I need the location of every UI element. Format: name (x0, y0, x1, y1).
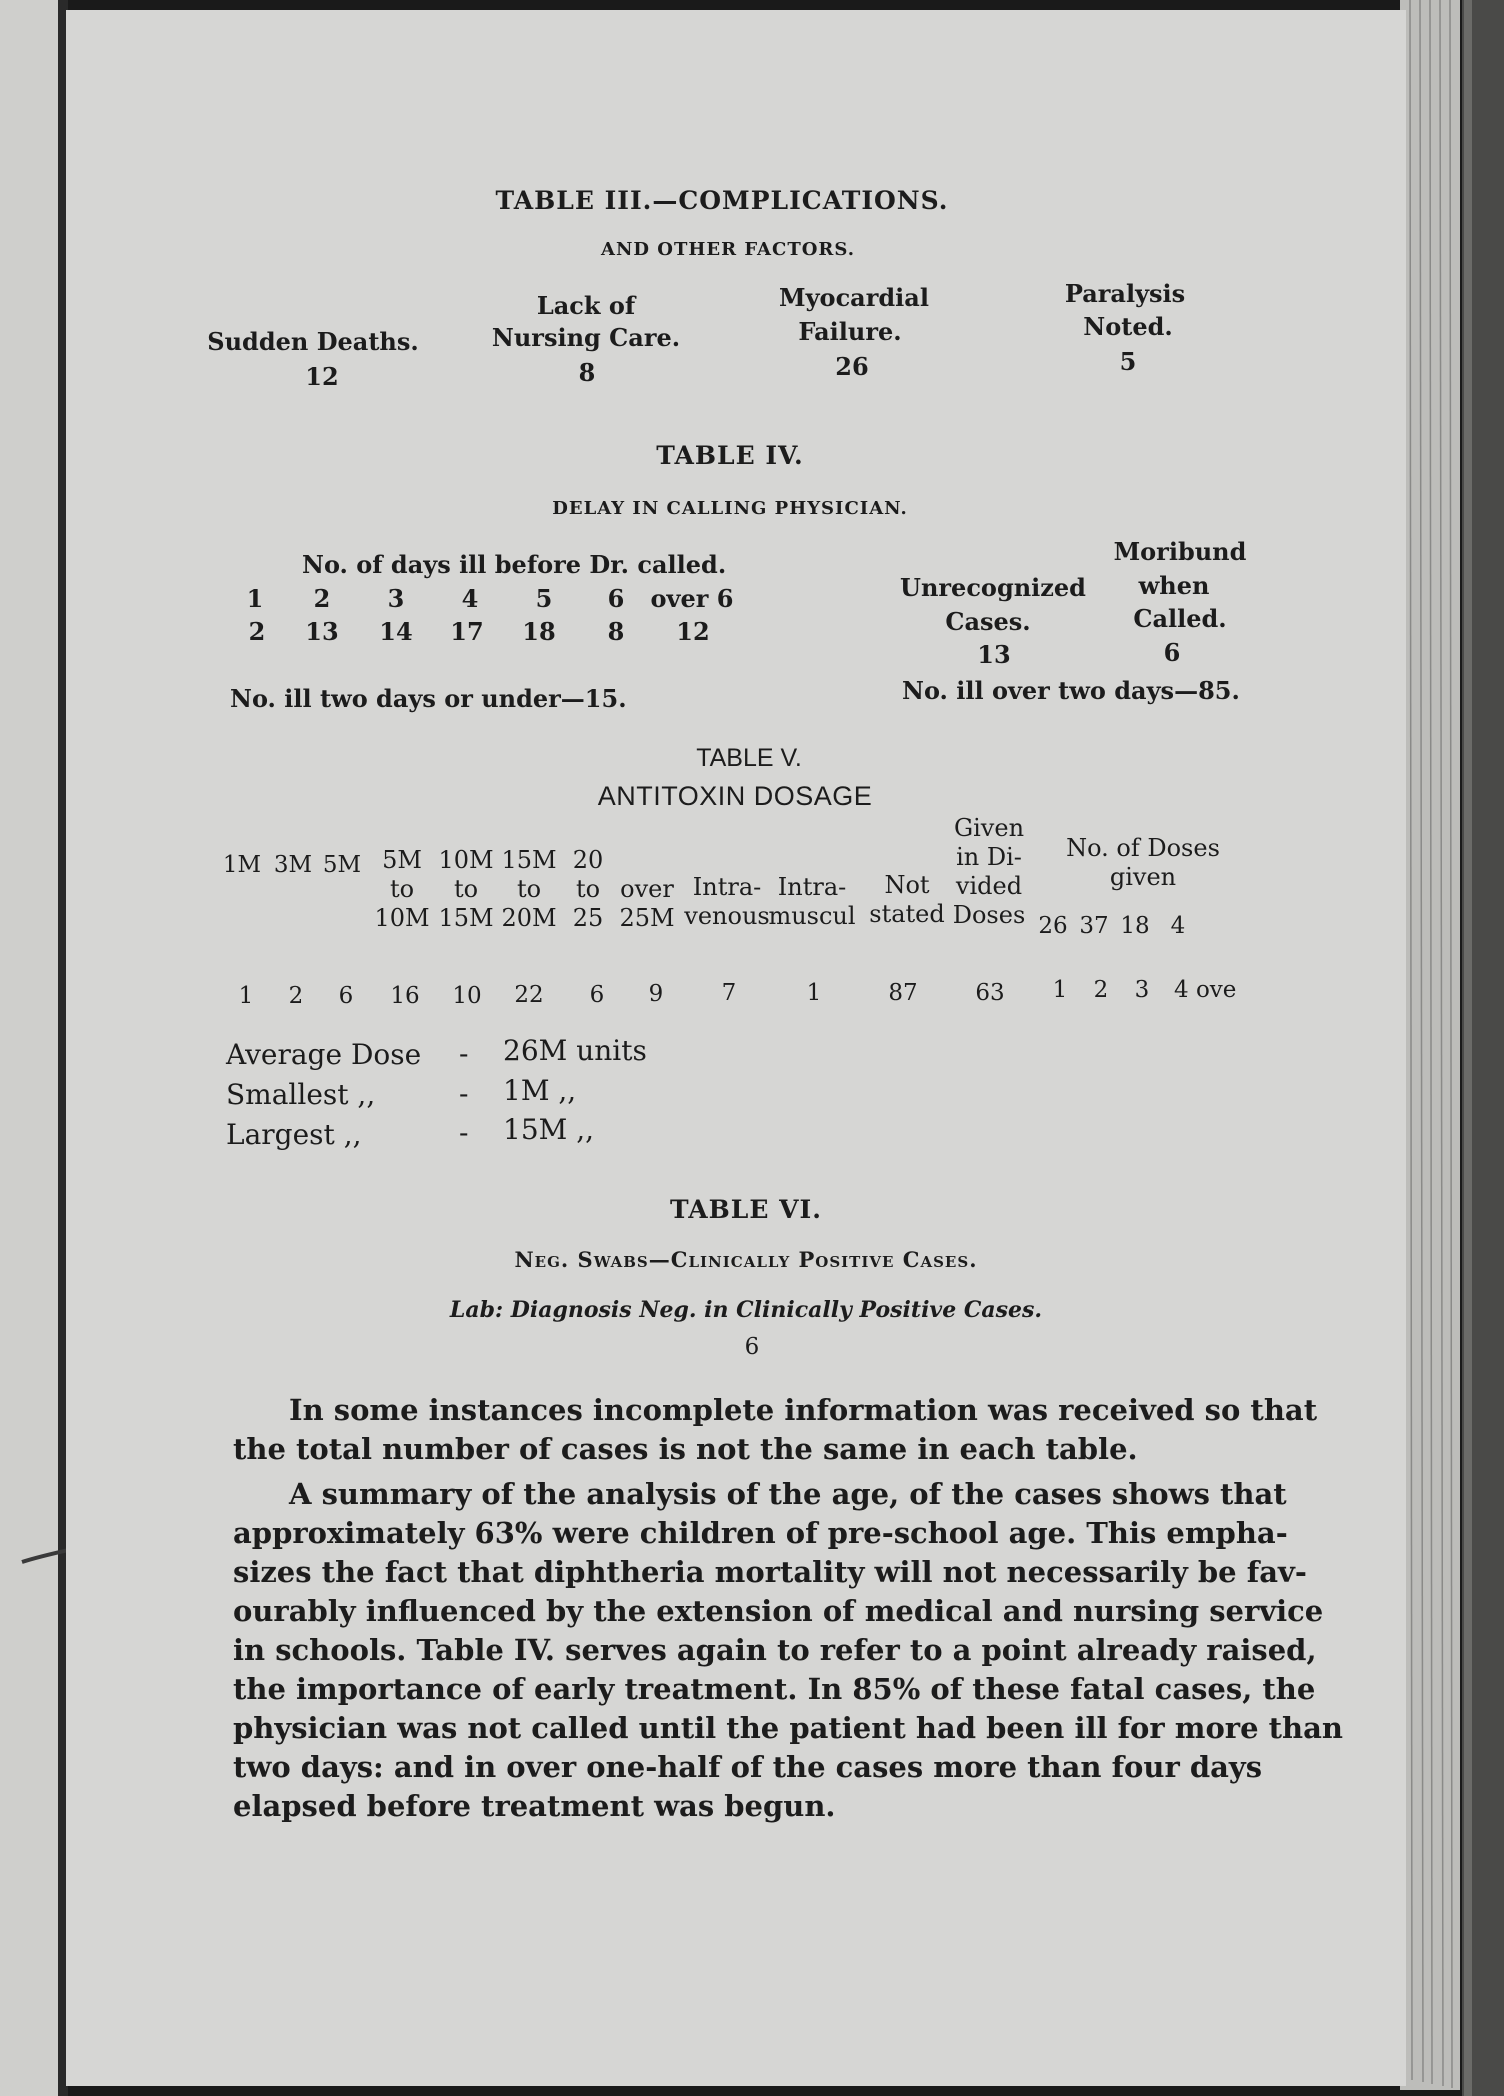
table4-unrecognized-label-1: Unrecognized (900, 573, 1086, 602)
table5-col-15m-20m: 15M to 20M (501, 846, 557, 932)
table3-nursing-label-1: Lack of (536, 291, 636, 320)
table3-sudden-label: Sudden Deaths. (207, 327, 419, 356)
table5-value: 6 (589, 982, 605, 1008)
table5-summary-value: 1M ,, (503, 1074, 577, 1107)
paragraph-2-line: approximately 63% were children of pre-school age. This empha- (233, 1516, 1288, 1550)
table4-day: 5 (535, 584, 553, 613)
table5-summary-dash: - (459, 1077, 469, 1110)
table4-count: 2 (248, 617, 266, 646)
table5-value: 16 (390, 983, 420, 1009)
table5-value: 2 (288, 983, 304, 1009)
paragraph-1-line: the total number of cases is not the same in each table. (233, 1432, 1138, 1466)
left-page-edge (0, 0, 60, 2096)
table4-moribund-label-3: Called. (1133, 604, 1227, 633)
table5-doses-count: 18 (1120, 913, 1150, 939)
table3-sudden-value: 12 (305, 362, 339, 391)
table5-col-1m: 1M (222, 852, 262, 878)
table3-nursing-value: 8 (578, 358, 596, 387)
paragraph-2-line: A summary of the analysis of the age, of the cases shows that (289, 1477, 1287, 1511)
table5-doses-count: 37 (1079, 913, 1109, 939)
table6-value: 6 (744, 1334, 760, 1360)
paragraph-2-line: the importance of early treatment. In 85% of these fatal cases, the (233, 1672, 1316, 1706)
table5-value: 1 (238, 983, 254, 1009)
table4-count: 18 (522, 617, 556, 646)
table3-myocardial-value: 26 (835, 352, 869, 381)
table5-col-over-25m: over 25M (619, 875, 675, 932)
table5-col-10m-15m: 10M to 15M (438, 846, 494, 932)
table4-count: 8 (607, 617, 625, 646)
table5-doses-header: No. of Doses given (1066, 834, 1220, 891)
paragraph-2-line: sizes the fact that diphtheria mortality will not necessarily be fav- (233, 1555, 1307, 1589)
table4-day: 6 (607, 584, 625, 613)
table4-moribund-label-2: when (1138, 571, 1210, 600)
table5-col-intramuscul: Intra- muscul (768, 873, 856, 930)
table5-summary-value: 26M units (503, 1034, 647, 1067)
table4-days-header: No. of days ill before Dr. called. (302, 550, 727, 579)
table5-value: 22 (514, 982, 544, 1008)
table5-subtitle: ANTITOXIN DOSAGE (597, 781, 873, 811)
table4-count: 12 (676, 617, 710, 646)
paragraph-1 (233, 1391, 1317, 1469)
table5-summary-dash: - (459, 1116, 469, 1149)
table4-title: TABLE IV. (656, 441, 804, 470)
table4-subtitle: DELAY IN CALLING PHYSICIAN. (552, 498, 908, 519)
table4-moribund-label-1: Moribund (1113, 537, 1247, 566)
table5-col-not-stated: Not stated (869, 871, 945, 928)
paragraph-2-line: ourably influenced by the extension of medical and nursing service (233, 1594, 1324, 1628)
table4-count: 14 (379, 617, 413, 646)
table5-col-20-25: 20 to 25 (572, 846, 604, 932)
table5-col-3m: 3M (273, 852, 313, 878)
table3-myocardial-label-1: Myocardial (779, 283, 929, 312)
table5-col-intravenous: Intra- venous (684, 873, 770, 930)
table5-doses-number: 1 (1052, 977, 1068, 1003)
table5-doses-count: 26 (1038, 913, 1068, 939)
paragraph-2-line: physician was not called until the patient had been ill for more than (233, 1711, 1343, 1745)
table5-doses-count: 4 (1170, 913, 1186, 939)
table3-title: TABLE III.—COMPLICATIONS. (495, 186, 949, 215)
table5-title: TABLE V. (696, 744, 802, 772)
table3-myocardial-label-2: Failure. (798, 317, 902, 346)
table5-summary-label: Largest ,, (226, 1118, 362, 1151)
table5-value: 9 (648, 981, 664, 1007)
table4-day: 4 (461, 584, 479, 613)
table5-summary-label: Average Dose (226, 1038, 422, 1071)
table5-col-divided-doses: Given in Di- vided Doses (952, 814, 1026, 929)
table5-value: 6 (338, 983, 354, 1009)
table5-doses-number: 3 (1134, 977, 1150, 1003)
table6-title: TABLE VI. (670, 1195, 822, 1224)
table4-day: 1 (246, 584, 264, 613)
table4-day: over 6 (650, 584, 734, 613)
table5-doses-number: 4 ove (1174, 977, 1237, 1003)
table5-summary-value: 15M ,, (503, 1113, 594, 1146)
table6-subtitle: Neg. Swabs—Clinically Positive Cases. (514, 1247, 978, 1272)
table5-col-5m: 5M (322, 852, 362, 878)
table4-moribund-value: 6 (1163, 638, 1181, 667)
table3-nursing-label-2: Nursing Care. (491, 323, 681, 352)
table4-over-two: No. ill over two days—85. (902, 676, 1240, 705)
table3-paralysis-label-1: Paralysis (1064, 279, 1186, 308)
table5-summary-label: Smallest ,, (226, 1078, 376, 1111)
table3-paralysis-value: 5 (1119, 347, 1137, 376)
table4-day: 3 (387, 584, 405, 613)
table4-count: 13 (305, 617, 339, 646)
table4-unrecognized-value: 13 (977, 640, 1011, 669)
table5-value: 7 (721, 980, 737, 1006)
table5-summary-dash: - (459, 1037, 469, 1070)
paragraph-2-line: two days: and in over one-half of the cases more than four days (233, 1750, 1263, 1784)
paragraph-2-line: in schools. Table IV. serves again to refer to a point already raised, (233, 1633, 1317, 1667)
table5-value: 10 (452, 983, 482, 1009)
paragraph-2 (233, 1475, 1343, 1826)
table5-value: 1 (806, 980, 822, 1006)
paragraph-2-line: elapsed before treatment was begun. (233, 1789, 836, 1823)
table4-day: 2 (313, 584, 331, 613)
table5-value: 87 (888, 980, 918, 1006)
table4-under-two: No. ill two days or under—15. (230, 684, 627, 713)
table5-col-5m-10m: 5M to 10M (374, 846, 430, 932)
table4-unrecognized-label-2: Cases. (945, 607, 1031, 636)
table5-doses-number: 2 (1093, 977, 1109, 1003)
paragraph-1-line: In some instances incomplete information was received so that (289, 1393, 1318, 1427)
table3-paralysis-label-2: Noted. (1083, 312, 1173, 341)
table3-subtitle: AND OTHER FACTORS. (601, 239, 855, 260)
table4-count: 17 (450, 617, 484, 646)
table5-value: 63 (975, 980, 1005, 1006)
table6-caption: Lab: Diagnosis Neg. in Clinically Positive Cases. (449, 1297, 1043, 1323)
